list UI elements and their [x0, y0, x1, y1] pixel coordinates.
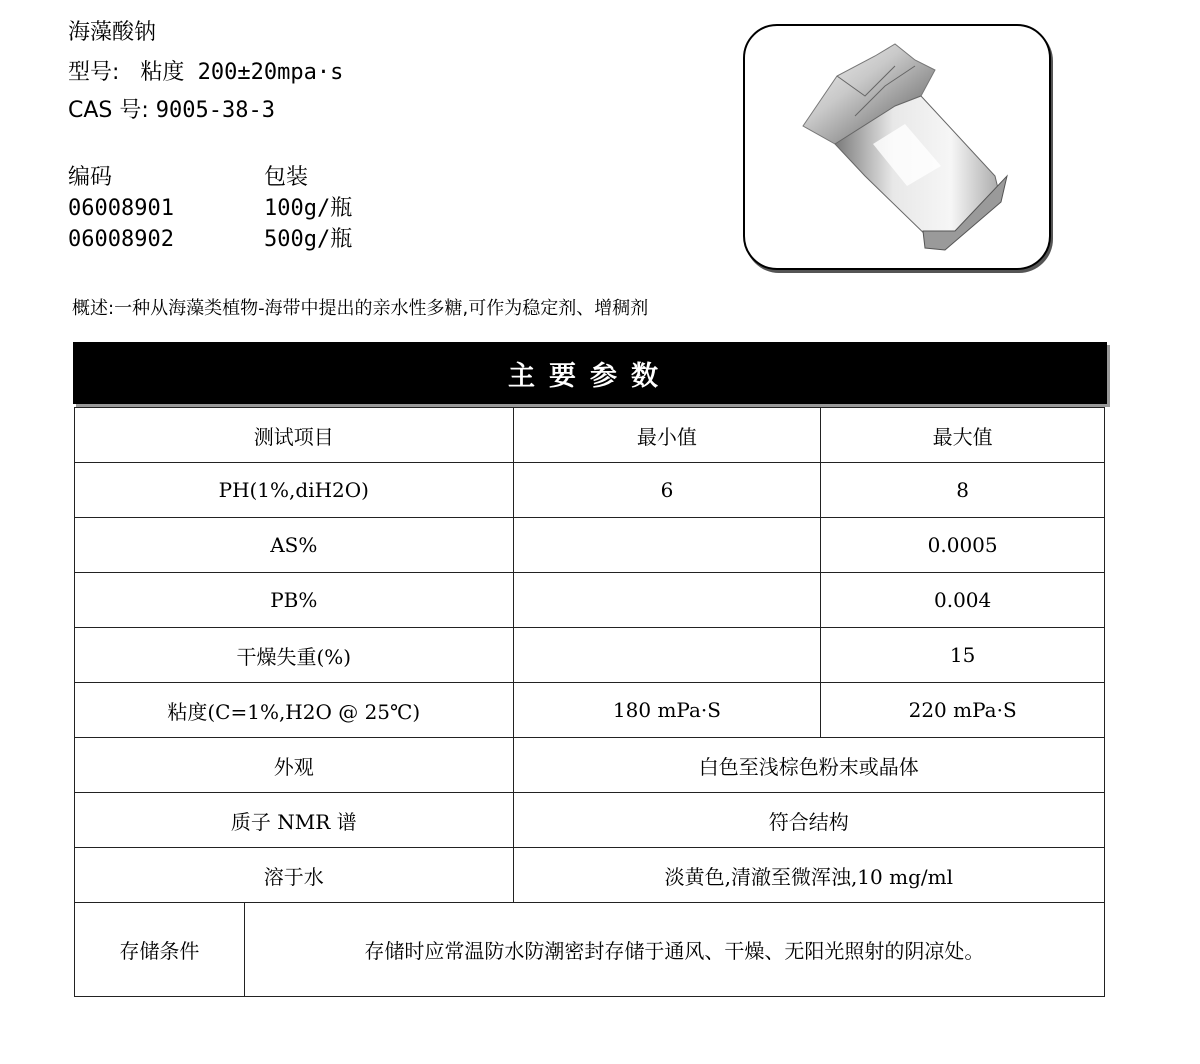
- header-test-item: 测试项目: [75, 408, 514, 463]
- storage-label: 存储条件: [75, 903, 245, 997]
- max-value: 8: [821, 463, 1105, 518]
- min-value: [513, 628, 821, 683]
- code-row: [68, 224, 352, 255]
- table-row: [75, 738, 1105, 793]
- model-value: 粘度 200±20mpa·s: [140, 60, 344, 85]
- package-value: 100g/瓶: [264, 196, 353, 221]
- table-row: [75, 463, 1105, 518]
- overview-text: 概述:一种从海藻类植物-海带中提出的亲水性多糖,可作为稳定剂、增稠剂: [72, 298, 649, 319]
- product-photo: [743, 24, 1051, 270]
- test-item: 质子 NMR 谱: [75, 793, 514, 848]
- table-row: [75, 628, 1105, 683]
- max-value: 15: [821, 628, 1105, 683]
- product-name: 海藻酸钠: [68, 20, 157, 45]
- storage-text: 存储时应常温防水防潮密封存储于通风、干燥、无阳光照射的阴凉处。: [244, 903, 1104, 997]
- max-value: 220 mPa·S: [821, 683, 1105, 738]
- package-value: 500g/瓶: [264, 227, 353, 252]
- table-row: [75, 683, 1105, 738]
- cas-line: [68, 96, 275, 126]
- package-header: 包装: [264, 165, 309, 190]
- table-row: [75, 573, 1105, 628]
- max-value: 0.0005: [821, 518, 1105, 573]
- header-max: 最大值: [821, 408, 1105, 463]
- min-value: 6: [513, 463, 821, 518]
- test-item: 干燥失重(%): [75, 628, 514, 683]
- code-row: [68, 193, 352, 224]
- min-value: [513, 573, 821, 628]
- params-table: [74, 407, 1105, 997]
- test-item: 溶于水: [75, 848, 514, 903]
- spec-value: 淡黄色,清澈至微浑浊,10 mg/ml: [513, 848, 1104, 903]
- table-header-row: [75, 408, 1105, 463]
- min-value: 180 mPa·S: [513, 683, 821, 738]
- cas-label: CAS 号:: [68, 98, 149, 123]
- spec-value: 白色至浅棕色粉末或晶体: [513, 738, 1104, 793]
- main-params-banner: 主要参数: [73, 342, 1107, 404]
- table-row: [75, 848, 1105, 903]
- storage-row: [75, 903, 1105, 997]
- code-value: 06008902: [68, 227, 174, 252]
- max-value: 0.004: [821, 573, 1105, 628]
- model-label: 型号:: [68, 60, 120, 85]
- code-header: 编码: [68, 165, 113, 190]
- table-row: [75, 793, 1105, 848]
- min-value: [513, 518, 821, 573]
- code-value: 06008901: [68, 196, 174, 221]
- code-package-list: [68, 162, 352, 255]
- test-item: 外观: [75, 738, 514, 793]
- code-header-row: [68, 162, 352, 193]
- test-item: PB%: [75, 573, 514, 628]
- test-item: 粘度(C=1%,H2O @ 25℃): [75, 683, 514, 738]
- cas-value: 9005-38-3: [155, 98, 276, 123]
- foil-pouch-image: [745, 26, 1049, 268]
- test-item: AS%: [75, 518, 514, 573]
- table-row: [75, 518, 1105, 573]
- model-line: [68, 58, 343, 88]
- test-item: PH(1%,diH2O): [75, 463, 514, 518]
- spec-value: 符合结构: [513, 793, 1104, 848]
- header-min: 最小值: [513, 408, 821, 463]
